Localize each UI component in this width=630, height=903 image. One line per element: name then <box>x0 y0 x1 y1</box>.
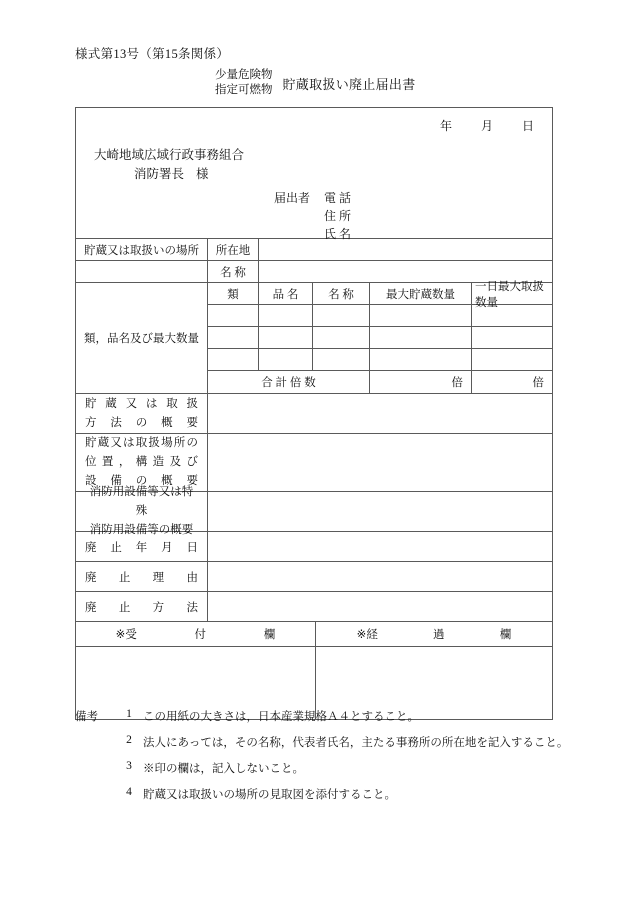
submitter-block <box>274 189 351 243</box>
submitter-name-label: 氏 名 <box>324 227 352 241</box>
page-title: 貯蔵取扱い廃止届出書 <box>282 76 416 92</box>
note-item <box>75 734 575 750</box>
form-number: 様式第13号（第15条関係） <box>75 47 230 61</box>
note-item <box>75 786 575 802</box>
title-subject-stack <box>215 68 273 98</box>
goods-cell-max-storage[interactable] <box>370 349 472 370</box>
receipt-mark: ※ <box>115 629 126 641</box>
goods-label: 類，品名及び最大数量 <box>76 283 208 393</box>
form-table <box>75 107 553 720</box>
official-use-header-row <box>76 622 552 647</box>
note-text: 法人にあっては，その名称，代表者氏名，主たる事務所の所在地を記入すること。 <box>143 737 569 749</box>
fire-equipment-value[interactable] <box>208 492 552 531</box>
submitter-label: 届出者 <box>274 191 311 205</box>
fire-equipment-label-line-1: 消防用設備等又は特殊 <box>89 486 194 517</box>
goods-section <box>76 280 552 394</box>
note-head-spacer <box>75 734 115 750</box>
storage-method-value[interactable] <box>208 394 552 433</box>
note-head-spacer <box>75 760 115 776</box>
goods-total-handling-unit: 倍 <box>532 377 544 389</box>
abolition-reason-label-text: 廃 止 理 由 <box>85 571 198 584</box>
place-label-spacer <box>76 261 208 282</box>
table-row <box>208 305 552 327</box>
structure-value[interactable] <box>208 434 552 491</box>
submitter-phone-label: 電 話 <box>324 191 352 205</box>
date-month-label: 月 <box>480 119 493 133</box>
date-line <box>440 117 534 134</box>
structure-label-line-1: 貯蔵又は取扱場所の <box>85 437 198 449</box>
abolition-date-value[interactable] <box>208 532 552 561</box>
goods-cell-class[interactable] <box>208 327 259 348</box>
goods-col-max-storage: 最大貯蔵数量 <box>370 283 472 304</box>
goods-col-class: 類 <box>208 283 259 304</box>
progress-mark: ※ <box>356 629 367 641</box>
submitter-address-label: 住 所 <box>324 209 352 223</box>
addressee-block <box>94 146 244 184</box>
goods-cell-max-storage[interactable] <box>370 327 472 348</box>
abolition-method-label-text: 廃 止 方 法 <box>85 601 198 614</box>
note-text: 貯蔵又は取扱いの場所の見取図を添付すること。 <box>143 789 396 801</box>
addressee-honorific: 様 <box>196 167 209 181</box>
structure-label-line-2: 位 置 ， 構 造 及 び <box>85 456 198 468</box>
goods-col-name: 名 称 <box>313 283 370 304</box>
goods-cell-class[interactable] <box>208 349 259 370</box>
progress-column-header <box>316 622 552 646</box>
goods-total-row <box>208 371 552 393</box>
goods-cell-max-storage[interactable] <box>370 305 472 326</box>
goods-cell-item[interactable] <box>259 327 313 348</box>
goods-cell-daily-max[interactable] <box>472 349 552 370</box>
abolition-reason-label <box>76 562 208 591</box>
goods-cell-daily-max[interactable] <box>472 305 552 326</box>
storage-method-label <box>76 394 208 433</box>
goods-cell-class[interactable] <box>208 305 259 326</box>
goods-grid <box>208 280 552 393</box>
storage-method-label-line-2: 方 法 の 概 要 <box>85 416 198 429</box>
goods-header-row <box>208 280 552 309</box>
submitter-fields <box>324 189 351 243</box>
fire-equipment-label <box>76 486 208 536</box>
abolition-method-value[interactable] <box>208 592 552 621</box>
goods-cell-name[interactable] <box>313 327 370 348</box>
note-text: この用紙の大きさは，日本産業規格Ａ４とすること。 <box>143 711 419 723</box>
place-location-sublabel: 所在地 <box>208 239 259 260</box>
table-row <box>208 327 552 349</box>
note-number: 3 <box>126 760 132 772</box>
goods-cell-item[interactable] <box>259 349 313 370</box>
note-item <box>75 760 575 776</box>
storage-method-row <box>76 394 552 434</box>
table-row <box>208 349 552 371</box>
abolition-method-row <box>76 592 552 622</box>
goods-cell-daily-max[interactable] <box>472 327 552 348</box>
structure-label-line-3: 設 備 の 概 要 <box>85 475 198 487</box>
date-year-label: 年 <box>439 119 452 133</box>
fire-equipment-row <box>76 486 552 536</box>
addressee-chief-line <box>94 165 244 184</box>
addressee-chief: 消防署長 <box>134 167 185 181</box>
note-number: 2 <box>126 734 132 746</box>
abolition-date-label-text: 廃 止 年 月 日 <box>85 541 198 554</box>
date-day-label: 日 <box>521 119 534 133</box>
storage-method-label-line-1: 貯 蔵 又 は 取 扱 <box>85 397 198 410</box>
note-head-spacer <box>75 786 115 802</box>
goods-col-daily-max: 一日最大取扱数量 <box>475 280 544 309</box>
progress-label: 経 過 欄 <box>366 629 512 641</box>
goods-total-storage-unit: 倍 <box>370 371 472 393</box>
abolition-date-row <box>76 532 552 562</box>
place-name-sublabel: 名 称 <box>208 261 259 282</box>
goods-cell-item[interactable] <box>259 305 313 326</box>
fire-equipment-label-line-2: 消防用設備等の概要 <box>89 524 194 536</box>
note-item <box>75 708 575 724</box>
goods-cell-name[interactable] <box>313 305 370 326</box>
note-number: 4 <box>126 786 132 798</box>
notes-section <box>75 708 575 812</box>
abolition-date-label <box>76 532 208 561</box>
abolition-method-label <box>76 592 208 621</box>
goods-cell-name[interactable] <box>313 349 370 370</box>
note-text: ※印の欄は，記入しないこと。 <box>143 763 304 775</box>
salutation-block <box>76 108 552 239</box>
note-number: 1 <box>126 708 132 720</box>
abolition-reason-row <box>76 562 552 592</box>
subject-line-1: 少量危険物 <box>215 69 273 81</box>
receipt-column-header <box>76 622 316 646</box>
notes-heading: 備考 <box>75 711 98 723</box>
abolition-reason-value[interactable] <box>208 562 552 591</box>
document-title-block <box>215 68 416 98</box>
place-label: 貯蔵又は取扱いの場所 <box>76 239 208 260</box>
receipt-label: 受 付 欄 <box>125 629 276 641</box>
addressee-organization: 大崎地域広域行政事務組合 <box>94 148 245 162</box>
subject-line-2: 指定可燃物 <box>215 84 273 96</box>
goods-col-item: 品 名 <box>259 283 313 304</box>
goods-total-label: 合 計 倍 数 <box>208 371 370 393</box>
